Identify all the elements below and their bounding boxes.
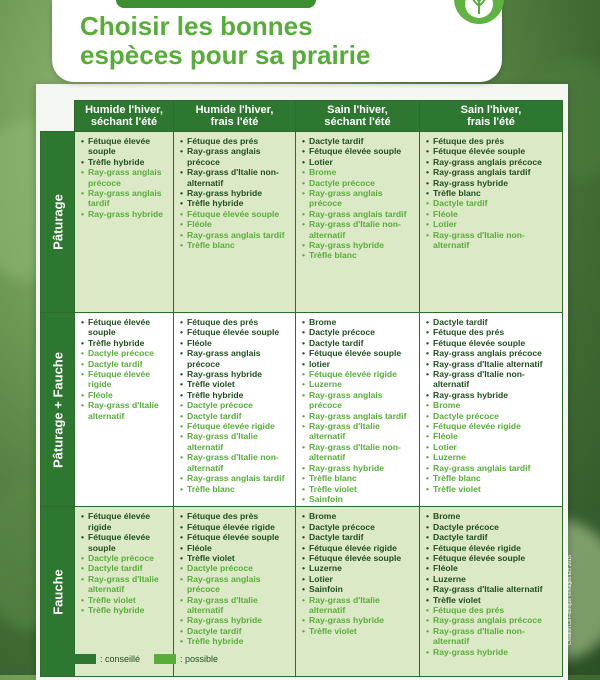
species-item: • Ray-grass anglais tardif bbox=[302, 209, 415, 219]
species-item: • Dactyle précoce bbox=[302, 327, 415, 337]
species-item: • Fléole bbox=[426, 431, 558, 441]
species-item: • Dactyle précoce bbox=[180, 563, 291, 573]
species-item: • Ray-grass d'Italie alternatif bbox=[180, 431, 291, 452]
species-item: • Dactyle tardif bbox=[81, 563, 169, 573]
species-item: • Ray-grass anglais précoce bbox=[302, 188, 415, 209]
species-item: • Ray-grass hybride bbox=[180, 188, 291, 198]
species-item: • Ray-grass d'Italie non-alternatif bbox=[302, 442, 415, 463]
row-label: Fauche bbox=[50, 569, 65, 615]
species-item: • Sainfoin bbox=[302, 584, 415, 594]
row-label-cell bbox=[41, 132, 75, 313]
species-item: • Ray-grass d'Italie non-alternatif bbox=[180, 452, 291, 473]
column-header bbox=[420, 101, 563, 132]
species-item: • Dactyle tardif bbox=[302, 136, 415, 146]
species-item: • Ray-grass anglais tardif bbox=[426, 463, 558, 473]
column-header-line1: Humide l'hiver, bbox=[85, 104, 163, 116]
species-item: • Trèfle violet bbox=[426, 595, 558, 605]
species-list bbox=[174, 507, 295, 648]
species-item: • Fétuque élevée souple bbox=[81, 317, 169, 338]
species-item: • Ray-grass anglais tardif bbox=[81, 188, 169, 209]
column-header bbox=[75, 101, 174, 132]
species-item: • Trèfle violet bbox=[302, 626, 415, 636]
legend-swatch-conseille bbox=[74, 654, 96, 664]
species-item: • Ray-grass d'Italie alternatif bbox=[81, 574, 169, 595]
species-item: • Fléole bbox=[81, 390, 169, 400]
species-item: • Ray-grass hybride bbox=[302, 615, 415, 625]
table-row bbox=[41, 132, 563, 313]
species-item: • Fétuque élevée rigide bbox=[180, 421, 291, 431]
species-item: • Trèfle blanc bbox=[180, 484, 291, 494]
species-item: • Ray-grass d'Italie non-alternatif bbox=[426, 230, 558, 251]
species-item: • Ray-grass hybride bbox=[81, 209, 169, 219]
species-item: • Dactyle tardif bbox=[426, 198, 558, 208]
species-item: • Ray-grass d'Italie non-alternatif bbox=[426, 626, 558, 647]
row-label: Pâturage + Fauche bbox=[50, 351, 65, 468]
column-header-line2: frais l'été bbox=[467, 116, 515, 128]
species-list bbox=[420, 313, 562, 496]
species-item: • Trèfle blanc bbox=[426, 473, 558, 483]
table-cell bbox=[174, 313, 296, 507]
title-tab-accent bbox=[116, 0, 316, 8]
species-item: • Ray-grass anglais précoce bbox=[81, 167, 169, 188]
species-item: • Ray-grass anglais tardif bbox=[180, 473, 291, 483]
legend-item-conseille bbox=[74, 654, 140, 664]
species-item: • Ray-grass d'Italie alternatif bbox=[426, 359, 558, 369]
species-item: • Ray-grass d'Italie non-alternatif bbox=[426, 369, 558, 390]
species-item: • Fétuque élevée souple bbox=[426, 553, 558, 563]
species-item: • Lotier bbox=[426, 219, 558, 229]
species-item: • Trèfle hybride bbox=[180, 198, 291, 208]
species-item: • Dactyle précoce bbox=[426, 522, 558, 532]
species-list bbox=[296, 132, 419, 263]
species-item: • Ray-grass anglais tardif bbox=[426, 167, 558, 177]
table-corner bbox=[41, 101, 75, 132]
plant-logo-icon bbox=[454, 0, 504, 24]
species-item: • Ray-grass hybride bbox=[302, 463, 415, 473]
species-item: • Brome bbox=[426, 400, 558, 410]
species-item: • Dactyle précoce bbox=[426, 411, 558, 421]
species-list bbox=[174, 313, 295, 496]
species-item: • Ray-grass d'Italie alternatif bbox=[302, 421, 415, 442]
species-item: • Fléole bbox=[180, 219, 291, 229]
species-item: • Ray-grass d'Italie non-alternatif bbox=[302, 219, 415, 240]
species-item: • Fétuque élevée rigide bbox=[81, 369, 169, 390]
species-item: • Fétuque élevée souple bbox=[180, 327, 291, 337]
species-item: • Fétuque des prés bbox=[426, 136, 558, 146]
species-item: • Fétuque élevée rigide bbox=[302, 543, 415, 553]
species-item: • Ray-grass anglais précoce bbox=[426, 157, 558, 167]
species-item: • Trèfle violet bbox=[180, 379, 291, 389]
species-item: • Trèfle hybride bbox=[180, 636, 291, 646]
species-item: • Trèfle violet bbox=[180, 553, 291, 563]
species-list bbox=[296, 313, 419, 506]
species-item: • Ray-grass anglais précoce bbox=[180, 574, 291, 595]
species-list bbox=[75, 313, 173, 423]
species-item: • Lotier bbox=[302, 574, 415, 584]
species-item: • Dactyle précoce bbox=[302, 178, 415, 188]
species-item: • Fétuque élevée souple bbox=[302, 146, 415, 156]
species-item: • Fléole bbox=[426, 563, 558, 573]
species-item: • Lotier bbox=[302, 157, 415, 167]
species-item: • Dactyle tardif bbox=[180, 626, 291, 636]
species-list bbox=[296, 507, 419, 638]
legend-swatch-possible bbox=[154, 654, 176, 664]
species-item: • Ray-grass hybride bbox=[426, 647, 558, 657]
column-header-line1: Humide l'hiver, bbox=[195, 104, 274, 116]
page-title bbox=[80, 12, 460, 70]
species-item: • Trèfle hybride bbox=[81, 605, 169, 615]
species-item: • Ray-grass anglais tardif bbox=[302, 411, 415, 421]
species-item: • Ray-grass hybride bbox=[426, 178, 558, 188]
column-header-line1: Sain l'hiver, bbox=[327, 104, 388, 116]
species-item: • Brome bbox=[302, 511, 415, 521]
species-item: • Trèfle hybride bbox=[180, 390, 291, 400]
species-item: • Fétuque élevée souple bbox=[426, 338, 558, 348]
species-item: • Ray-grass hybride bbox=[180, 615, 291, 625]
species-item: • Ray-grass hybride bbox=[302, 240, 415, 250]
species-item: • Fétuque élevée rigide bbox=[426, 543, 558, 553]
column-header-line2: séchant l'été bbox=[90, 116, 158, 128]
table-cell bbox=[296, 507, 420, 677]
species-item: • Fétuque des prés bbox=[426, 605, 558, 615]
species-item: • Brome bbox=[302, 317, 415, 327]
species-item: • Ray-grass d'Italie alternatif bbox=[81, 400, 169, 421]
table-body bbox=[41, 132, 563, 677]
species-item: • Trèfle hybride bbox=[81, 157, 169, 167]
species-list bbox=[174, 132, 295, 252]
species-item: • Brome bbox=[426, 511, 558, 521]
species-item: • Trèfle blanc bbox=[180, 240, 291, 250]
species-item: • Ray-grass d'Italie alternatif bbox=[302, 595, 415, 616]
species-table bbox=[40, 100, 563, 677]
column-header-line1: Sain l'hiver, bbox=[460, 104, 522, 116]
species-item: • Dactyle tardif bbox=[426, 317, 558, 327]
species-item: • Dactyle tardif bbox=[81, 359, 169, 369]
species-item: • Dactyle tardif bbox=[180, 411, 291, 421]
species-item: • Trèfle blanc bbox=[302, 250, 415, 260]
legend-label-possible: : possible bbox=[180, 654, 219, 664]
species-item: • Ray-grass anglais tardif bbox=[180, 230, 291, 240]
row-label: Pâturage bbox=[50, 194, 65, 250]
table-header-row bbox=[41, 101, 563, 132]
species-item: • Luzerne bbox=[302, 563, 415, 573]
table-cell bbox=[174, 132, 296, 313]
species-item: • Dactyle précoce bbox=[180, 400, 291, 410]
species-item: • Dactyle tardif bbox=[302, 338, 415, 348]
species-item: • Ray-grass d'Italie alternatif bbox=[426, 584, 558, 594]
table-cell bbox=[420, 507, 563, 677]
species-item: • Ray-grass hybride bbox=[180, 369, 291, 379]
species-item: • Fétuque élevée souple bbox=[81, 136, 169, 157]
species-list bbox=[75, 507, 173, 617]
legend bbox=[74, 654, 218, 664]
table-cell bbox=[75, 132, 174, 313]
species-list bbox=[420, 507, 562, 659]
species-item: • Fétuque des prés bbox=[180, 136, 291, 146]
species-item: • Trèfle violet bbox=[81, 595, 169, 605]
row-label-cell bbox=[41, 313, 75, 507]
species-list bbox=[75, 132, 173, 221]
species-item: • Fétuque des prés bbox=[426, 327, 558, 337]
species-item: • Sainfoin bbox=[302, 494, 415, 504]
credit-text: Création La Fabrique ©Images Ecr 2015 bbox=[567, 555, 573, 645]
species-item: • Lotier bbox=[426, 442, 558, 452]
table-cell bbox=[296, 132, 420, 313]
table-cell bbox=[296, 313, 420, 507]
species-item: • Dactyle tardif bbox=[302, 532, 415, 542]
species-item: • Trèfle violet bbox=[426, 484, 558, 494]
species-item: • Luzerne bbox=[426, 452, 558, 462]
species-item: • Trèfle blanc bbox=[426, 188, 558, 198]
species-item: • Fétuque des près bbox=[180, 511, 291, 521]
species-item: • Fétuque élevée souple bbox=[302, 348, 415, 358]
species-item: • Trèfle hybride bbox=[81, 338, 169, 348]
species-item: • Fétuque des prés bbox=[180, 317, 291, 327]
species-item: • Ray-grass anglais précoce bbox=[180, 348, 291, 369]
species-item: • Fétuque élevée souple bbox=[426, 146, 558, 156]
species-item: • Fétuque élevée rigide bbox=[180, 522, 291, 532]
species-item: • Dactyle tardif bbox=[426, 532, 558, 542]
column-header-line2: séchant l'été bbox=[324, 116, 391, 128]
species-item: • Luzerne bbox=[302, 379, 415, 389]
species-item: • Trèfle violet bbox=[302, 484, 415, 494]
species-item: • Dactyle précoce bbox=[81, 348, 169, 358]
species-item: • Ray-grass anglais précoce bbox=[180, 146, 291, 167]
column-header bbox=[296, 101, 420, 132]
species-item: • Ray-grass anglais précoce bbox=[426, 615, 558, 625]
table-row bbox=[41, 313, 563, 507]
species-item: • Fétuque élevée souple bbox=[302, 553, 415, 563]
table-cell bbox=[75, 507, 174, 677]
legend-label-conseille: : conseillé bbox=[100, 654, 141, 664]
species-item: • Ray-grass hybride bbox=[426, 390, 558, 400]
species-item: • Brome bbox=[302, 167, 415, 177]
species-item: • Ray-grass d'Italie non-alternatif bbox=[180, 167, 291, 188]
table-cell bbox=[420, 132, 563, 313]
table-cell bbox=[75, 313, 174, 507]
legend-item-possible bbox=[154, 654, 218, 664]
species-item: • Fétuque élevée souple bbox=[180, 209, 291, 219]
species-item: • Fléole bbox=[426, 209, 558, 219]
column-header-line2: frais l'été bbox=[210, 116, 259, 128]
species-item: • lotier bbox=[302, 359, 415, 369]
table-cell bbox=[174, 507, 296, 677]
species-item: • Ray-grass anglais précoce bbox=[302, 390, 415, 411]
page-title-line2: espèces pour sa prairie bbox=[80, 40, 371, 70]
species-item: • Fétuque élevée rigide bbox=[81, 511, 169, 532]
species-item: • Dactyle précoce bbox=[81, 553, 169, 563]
species-item: • Fétuque élevée souple bbox=[180, 532, 291, 542]
species-item: • Fétuque élevée rigide bbox=[302, 369, 415, 379]
species-item: • Fétuque élevée rigide bbox=[426, 421, 558, 431]
species-item: • Fléole bbox=[180, 338, 291, 348]
table-row bbox=[41, 507, 563, 677]
table-cell bbox=[420, 313, 563, 507]
species-item: • Trèfle blanc bbox=[302, 473, 415, 483]
species-item: • Fétuque élevée souple bbox=[81, 532, 169, 553]
species-item: • Dactyle précoce bbox=[302, 522, 415, 532]
page-title-line1: Choisir les bonnes bbox=[80, 11, 313, 41]
species-item: • Fléole bbox=[180, 543, 291, 553]
row-label-cell bbox=[41, 507, 75, 677]
column-header bbox=[174, 101, 296, 132]
species-item: • Luzerne bbox=[426, 574, 558, 584]
species-list bbox=[420, 132, 562, 252]
species-item: • Ray-grass d'Italie alternatif bbox=[180, 595, 291, 616]
species-item: • Ray-grass anglais précoce bbox=[426, 348, 558, 358]
